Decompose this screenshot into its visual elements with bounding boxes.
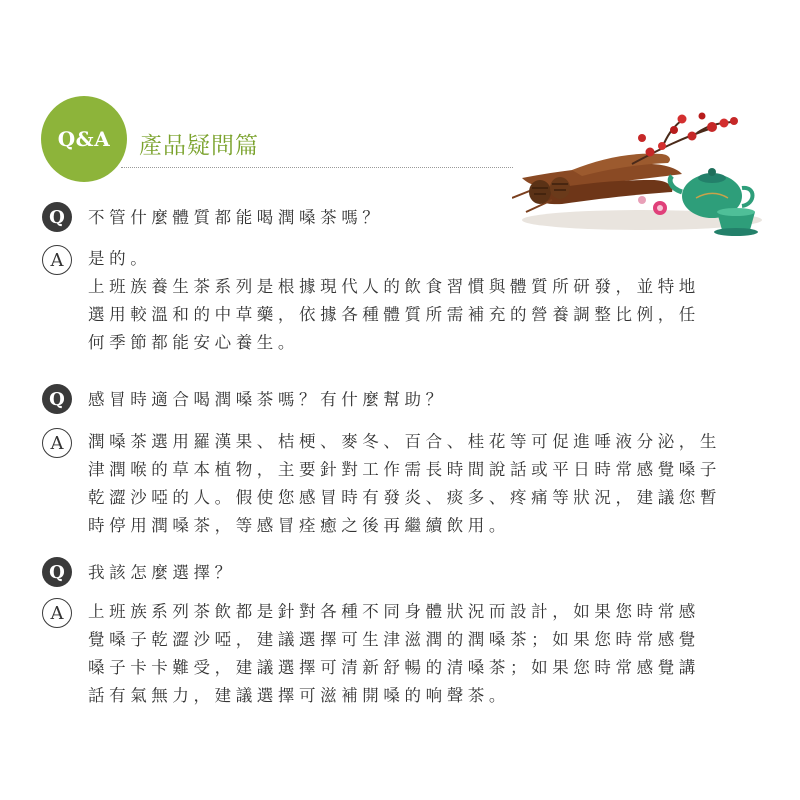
title-divider: [121, 167, 513, 168]
answer-line: 選用較溫和的中草藥，依據各種體質所需補充的營養調整比例，任: [88, 305, 700, 324]
answer-line: 覺嗓子乾澀沙啞，建議選擇可生津滋潤的潤嗓茶；如果您時常感覺: [88, 630, 700, 649]
question-marker: Q: [42, 202, 72, 232]
answer-line: 是的。: [88, 249, 152, 268]
answer-line: 津潤喉的草本植物，主要針對工作需長時間說話或平日時常感覺嗓子: [88, 460, 721, 479]
qa-badge: Q&A: [41, 96, 127, 182]
question-marker: Q: [42, 384, 72, 414]
header: [0, 0, 800, 200]
answer-line: 嗓子卡卡難受，建議選擇可清新舒暢的清嗓茶；如果您時常感覺講: [88, 658, 700, 677]
answer-line: 上班族系列茶飲都是針對各種不同身體狀況而設計，如果您時常感: [88, 602, 700, 621]
answer-line: 話有氣無力，建議選擇可滋補開嗓的响聲茶。: [88, 686, 510, 705]
question-marker: Q: [42, 557, 72, 587]
answer-line: 時停用潤嗓茶，等感冒痊癒之後再繼續飲用。: [88, 516, 510, 535]
answer-marker: A: [42, 598, 72, 628]
answer-line: 乾澀沙啞的人。假使您感冒時有發炎、痰多、疼痛等狀況，建議您暫: [88, 488, 721, 507]
answer-text: [88, 245, 748, 357]
answer-text: [88, 428, 748, 540]
answer-line: 何季節都能安心養生。: [88, 333, 299, 352]
question-text: 不管什麼體質都能喝潤嗓茶嗎？: [88, 208, 384, 227]
answer-text: [88, 598, 748, 710]
answer-line: 潤嗓茶選用羅漢果、桔梗、麥冬、百合、桂花等可促進唾液分泌，生: [88, 432, 721, 451]
red-berry-branch-icon: [632, 113, 738, 165]
question-text: 感冒時適合喝潤嗓茶嗎？有什麼幫助？: [88, 390, 447, 409]
answer-marker: A: [42, 245, 72, 275]
answer-marker: A: [42, 428, 72, 458]
question-text: 我該怎麼選擇？: [88, 563, 236, 582]
section-title: 產品疑問篇: [139, 133, 259, 159]
answer-line: 上班族養生茶系列是根據現代人的飲食習慣與體質所研發，並特地: [88, 277, 700, 296]
